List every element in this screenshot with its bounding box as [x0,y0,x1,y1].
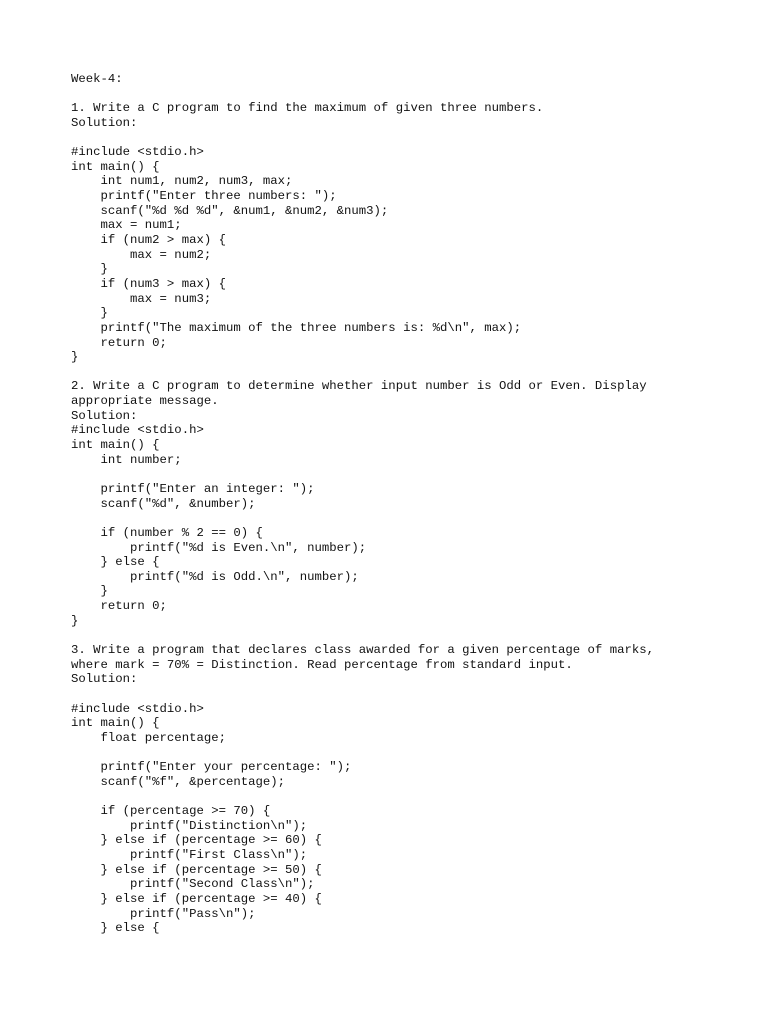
code-line: } [71,613,79,628]
question-1-text: 1. Write a C program to find the maximum of given three numbers. [71,101,544,116]
code-line: int main() { [71,716,160,731]
code-line: } [71,584,108,599]
code-line: printf("Enter your percentage: "); [71,760,352,775]
code-line: #include <stdio.h> [71,423,204,438]
code-line: if (percentage >= 70) { [71,804,271,819]
code-line: if (number % 2 == 0) { [71,525,263,540]
blank-line [71,365,751,380]
question-3-text-cont: where mark = 70% = Distinction. Read percentage from standard input. [71,657,573,672]
solution-label-1: Solution: [71,115,138,130]
code-line: max = num1; [71,218,182,233]
code-line: int number; [71,452,182,467]
code-line: } else if (percentage >= 60) { [71,833,322,848]
code-line: } else if (percentage >= 40) { [71,891,322,906]
blank-line [71,511,751,526]
code-line: int main() { [71,438,160,453]
code-line: if (num3 > max) { [71,276,226,291]
code-line: max = num3; [71,291,212,306]
blank-line [71,87,751,102]
code-line: printf("%d is Even.\n", number); [71,540,367,555]
question-3-text: 3. Write a program that declares class awarded for a given percentage of marks, [71,642,654,657]
code-line: printf("Distinction\n"); [71,818,308,833]
code-line: printf("The maximum of the three numbers is: %d\n", max); [71,320,522,335]
code-line: #include <stdio.h> [71,145,204,160]
code-line: } [71,350,79,365]
blank-line [71,131,751,146]
document-page [71,72,751,936]
heading-week: Week-4: [71,72,123,86]
blank-line [71,687,751,702]
code-line: printf("Enter three numbers: "); [71,189,337,204]
question-2-text-cont: appropriate message. [71,394,219,409]
code-line: #include <stdio.h> [71,701,204,716]
code-line: printf("Enter an integer: "); [71,481,315,496]
code-line: } else if (percentage >= 50) { [71,862,322,877]
code-line: printf("First Class\n"); [71,847,308,862]
code-line: max = num2; [71,247,212,262]
code-line: printf("Pass\n"); [71,906,256,921]
code-line: scanf("%f", &percentage); [71,774,286,789]
code-line: int num1, num2, num3, max; [71,174,293,189]
code-line: printf("Second Class\n"); [71,877,315,892]
blank-line [71,745,751,760]
code-line: } [71,306,108,321]
code-line: } else { [71,921,160,936]
blank-line [71,789,751,804]
code-line: scanf("%d %d %d", &num1, &num2, &num3); [71,203,389,218]
blank-line [71,467,751,482]
code-line: return 0; [71,335,167,350]
code-line: return 0; [71,599,167,614]
code-line: } else { [71,555,160,570]
code-line: float percentage; [71,730,226,745]
code-line: int main() { [71,159,160,174]
code-line: scanf("%d", &number); [71,496,256,511]
code-line: if (num2 > max) { [71,233,226,248]
question-2-text: 2. Write a C program to determine whether input number is Odd or Even. Display [71,379,647,394]
solution-label-2: Solution: [71,408,138,423]
blank-line [71,628,751,643]
solution-label-3: Solution: [71,672,138,687]
code-line: } [71,262,108,277]
code-line: printf("%d is Odd.\n", number); [71,569,359,584]
